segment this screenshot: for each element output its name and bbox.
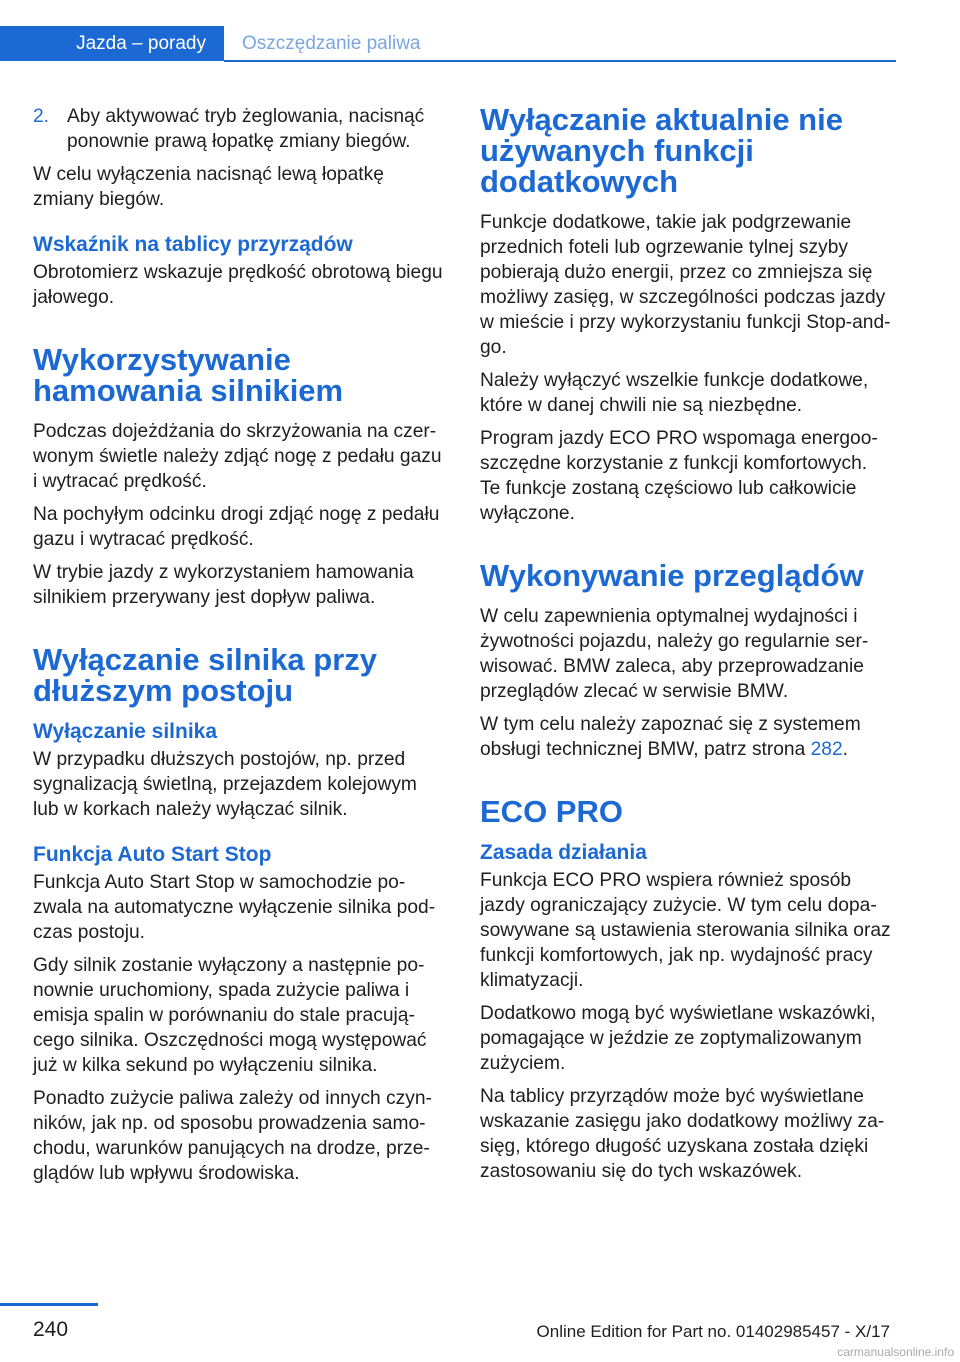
- page-link[interactable]: 282: [810, 739, 843, 760]
- list-item: [33, 104, 445, 154]
- left-column: [33, 104, 445, 1194]
- page-number: 240: [33, 1318, 69, 1341]
- paragraph: Funkcja ECO PRO wspiera również sposób jazdy ograniczający zużycie. W tym celu dopasowywane są ustawienia sterowania silnika oraz funkcji komfortowych, jak np. wydajność pracy klimatyzacji.: [480, 870, 891, 991]
- paragraph-text: W tym celu należy zapoznać się z systemem obsługi technicznej BMW, patrz strona: [480, 714, 861, 760]
- heading-engine-off: Wyłączanie silnika przy dłuższym postoju: [33, 642, 378, 708]
- paragraph-end: .: [842, 739, 848, 760]
- edition-note: Online Edition for Part no. 01402985457 - X/17: [536, 1322, 890, 1341]
- subsection-tab[interactable]: Oszczędzanie paliwa: [242, 32, 421, 54]
- header-rule: [224, 60, 896, 62]
- paragraph: Funkcja Auto Start Stop w samochodzie pozwala na automatyczne wyłączenie silnika podczas postoju.: [33, 872, 436, 943]
- subheading-indicator: Wskaźnik na tablicy przyrządów: [33, 233, 353, 256]
- watermark: carmanualsonline.info: [837, 1345, 954, 1359]
- page-header: [0, 0, 960, 62]
- paragraph: Na tablicy przyrządów może być wyświetlane wskazanie zasięgu jako dodatkowy możliwy zasięg, którego długość uzyskana została dzięki zastosowaniu się do tych wskazówek.: [480, 1086, 885, 1182]
- paragraph: Obrotomierz wskazuje prędkość obrotową biegu jałowego.: [33, 262, 443, 308]
- subheading-auto-start-stop: Funkcja Auto Start Stop: [33, 843, 272, 866]
- section-tab[interactable]: Jazda – porady: [0, 26, 224, 61]
- list-item-text: Aby aktywować tryb żeglowania, nacisnąć ponownie prawą łopatkę zmiany biegów.: [67, 106, 425, 152]
- heading-service: Wykonywanie przeglądów: [480, 558, 864, 593]
- heading-eco-pro: ECO PRO: [480, 794, 623, 829]
- paragraph: Należy wyłączyć wszelkie funkcje dodatkowe, które w danej chwili nie są niezbędne.: [480, 370, 869, 416]
- heading-engine-braking: Wykorzystywanie hamowania silnikiem: [33, 342, 344, 408]
- paragraph: Podczas dojeżdżania do skrzyżowania na czerwonym świetle należy zdjąć nogę z pedału gazu i wytracać prędkość.: [33, 421, 442, 492]
- paragraph: Funkcje dodatkowe, takie jak podgrzewanie przednich foteli lub ogrzewanie tylnej szyby pobierają dużo energii, przez co zmniejsza się możliwy zasięg, w szczególności podczas jazdy w mieście i przy wykorzystaniu funkcji Stop-and-go.: [480, 212, 891, 358]
- subheading-engine-off: Wyłączanie silnika: [33, 720, 218, 743]
- paragraph: Ponadto zużycie paliwa zależy od innych czynników, jak np. od sposobu prowadzenia samochodu, warunków panujących na drodze, przeglądów lub wpływu środowiska.: [33, 1088, 432, 1184]
- paragraph: Program jazdy ECO PRO wspomaga energooszczędne korzystanie z funkcji komfortowych. Te funkcje zostaną częściowo lub całkowicie wyłączone.: [480, 428, 878, 524]
- paragraph: Gdy silnik zostanie wyłączony a następnie ponownie uruchomiony, spada zużycie paliwa i emisja spalin w porównaniu do stale pracującego silnika. Oszczędności mogą występować już w kilka sekund po wyłączeniu silnika.: [33, 955, 427, 1076]
- right-column: [480, 104, 892, 1192]
- paragraph: Na pochyłym odcinku drogi zdjąć nogę z pedału gazu i wytracać prędkość.: [33, 504, 440, 550]
- paragraph: Dodatkowo mogą być wyświetlane wskazówki, pomagające w jeździe ze zoptymalizowanym zużyciem.: [480, 1003, 876, 1074]
- heading-functions: Wyłączanie aktualnie nie używanych funkcji dodatkowych: [480, 102, 843, 199]
- paragraph: W celu zapewnienia optymalnej wydajności i żywotności pojazdu, należy go regularnie serwisować. BMW zaleca, aby przeprowadzanie przeglądów zlecać w serwisie BMW.: [480, 606, 869, 702]
- paragraph-with-link: [480, 712, 892, 762]
- footer-rule: [0, 1303, 98, 1306]
- paragraph: W trybie jazdy z wykorzystaniem hamowania silnikiem przerywany jest dopływ paliwa.: [33, 562, 414, 608]
- paragraph: W przypadku dłuższych postojów, np. przed sygnalizacją świetlną, przejazdem kolejowym lub w korkach należy wyłączać silnik.: [33, 749, 417, 820]
- paragraph: W celu wyłączenia nacisnąć lewą łopatkę zmiany biegów.: [33, 164, 384, 210]
- list-item-number: 2.: [33, 106, 50, 127]
- subheading-principle: Zasada działania: [480, 841, 647, 864]
